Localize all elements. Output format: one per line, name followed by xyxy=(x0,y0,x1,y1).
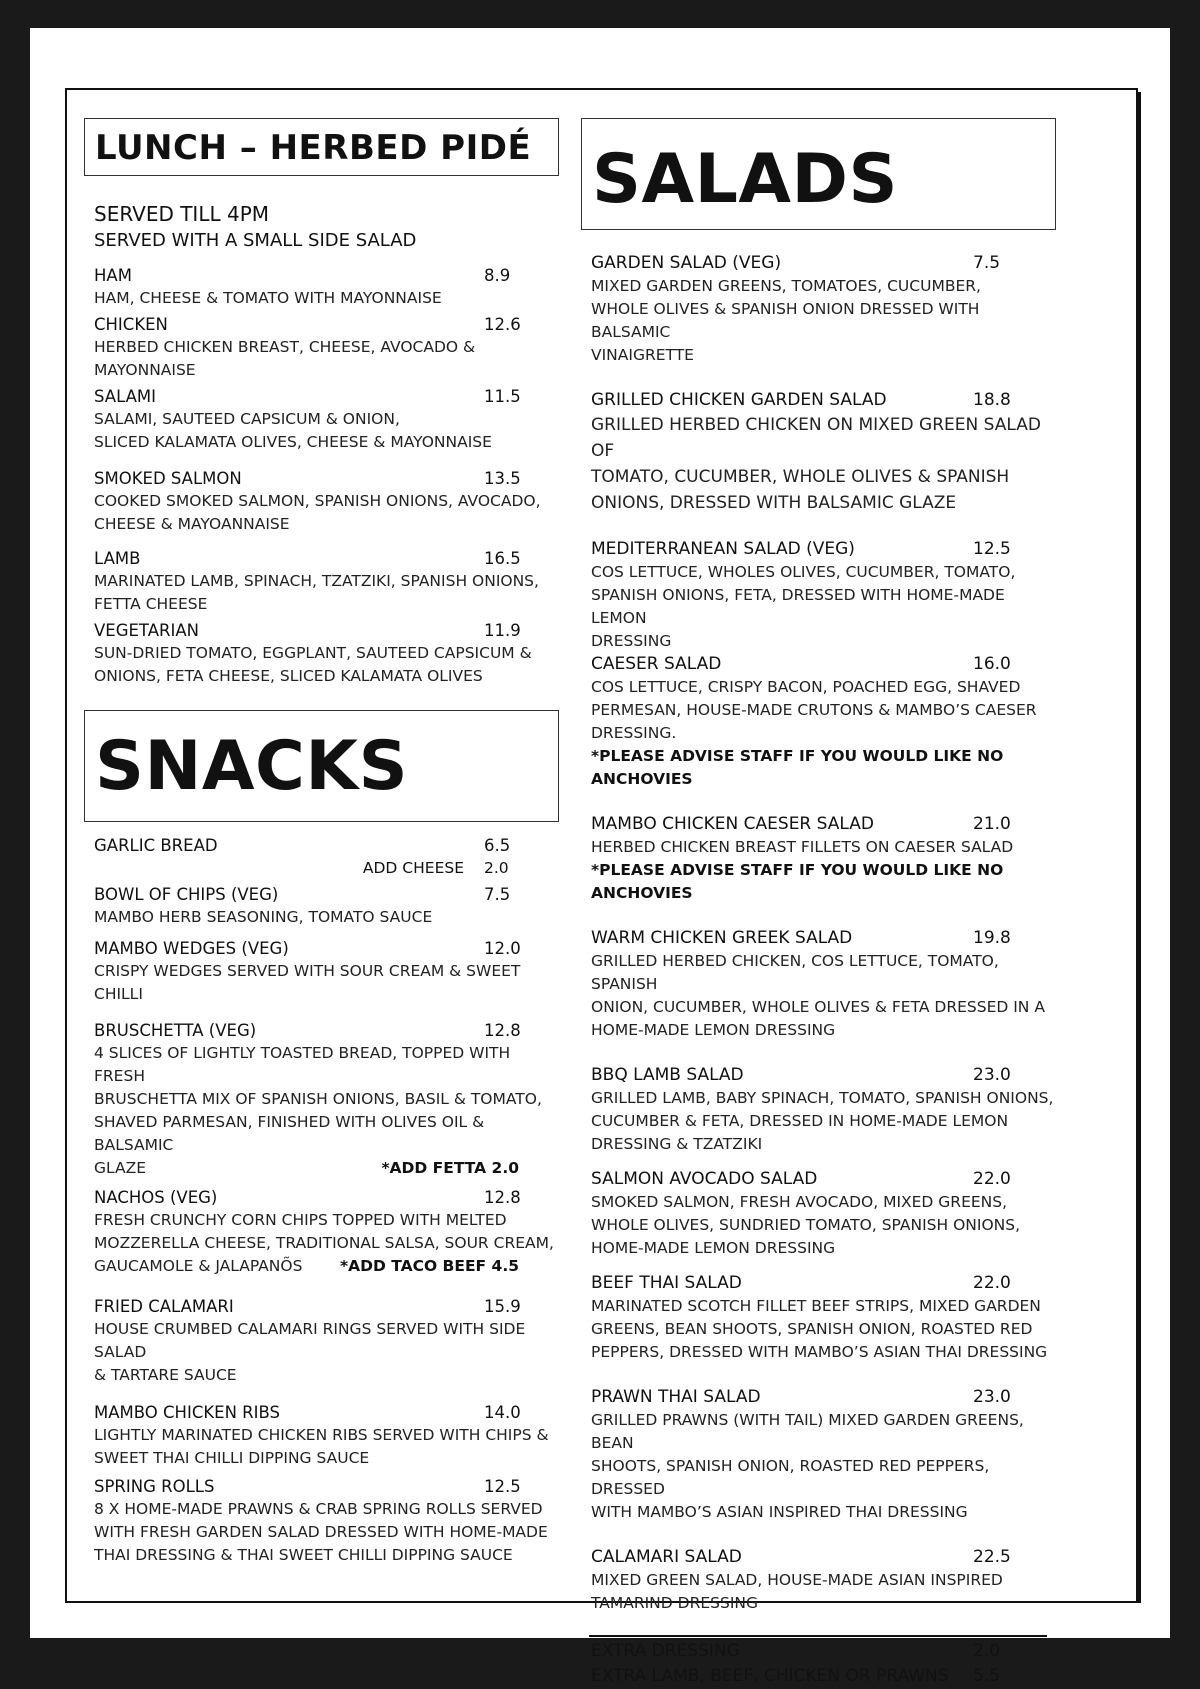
menu-item xyxy=(94,937,564,1006)
extra-name: EXTRA LAMB, BEEF, CHICKEN OR PRAWNS xyxy=(591,1666,949,1686)
item-description: TOMATO, CUCUMBER, WHOLE OLIVES & SPANISH xyxy=(591,467,1010,487)
item-name: MAMBO CHICKEN CAESER SALAD xyxy=(591,814,874,834)
item-description: PERMESAN, HOUSE-MADE CRUTONS & MAMBO’S CAESER xyxy=(591,701,1037,719)
salad-items xyxy=(581,252,1061,1615)
menu-item xyxy=(591,1386,1061,1524)
menu-item xyxy=(94,1019,564,1180)
item-header xyxy=(94,834,564,857)
served-till: SERVED TILL 4PM xyxy=(94,202,270,226)
item-description: TAMARIND DRESSING xyxy=(591,1594,758,1612)
lunch-title-box xyxy=(84,118,559,176)
menu-item xyxy=(591,1168,1061,1260)
menu-item xyxy=(591,389,1061,516)
item-description: MIXED GARDEN GREENS, TOMATOES, CUCUMBER, xyxy=(591,277,981,295)
item-header xyxy=(591,813,1061,836)
item-price: 12.8 xyxy=(484,1021,521,1040)
item-desc-row xyxy=(94,1157,564,1180)
lunch-items xyxy=(84,264,564,688)
item-price: 7.5 xyxy=(973,253,1001,273)
menu-item xyxy=(94,834,564,880)
item-description: MIXED GREEN SALAD, HOUSE-MADE ASIAN INSPIRED xyxy=(591,1571,1003,1589)
salad-extras xyxy=(581,1639,1061,1689)
menu-item xyxy=(591,252,1061,367)
item-name: BRUSCHETTA (VEG) xyxy=(94,1021,257,1040)
item-price: 7.5 xyxy=(484,885,511,904)
item-name: SMOKED SALMON xyxy=(94,469,242,488)
item-description: FRESH CRUNCHY CORN CHIPS TOPPED WITH MELTED xyxy=(94,1211,507,1229)
item-price: 8.9 xyxy=(484,266,511,285)
item-header xyxy=(94,619,564,642)
item-description: HAM, CHEESE & TOMATO WITH MAYONNAISE xyxy=(94,289,442,307)
item-description: MAYONNAISE xyxy=(94,361,196,379)
item-name: BEEF THAI SALAD xyxy=(591,1273,742,1293)
menu-item xyxy=(591,1064,1061,1156)
item-name: FRIED CALAMARI xyxy=(94,1297,234,1316)
menu-item xyxy=(94,385,564,454)
item-name: MEDITERRANEAN SALAD (VEG) xyxy=(591,539,855,559)
item-description: FETTA CHEESE xyxy=(94,595,208,613)
item-description: HOUSE CRUMBED CALAMARI RINGS SERVED WITH SIDE SALAD xyxy=(94,1320,526,1361)
menu-item xyxy=(94,467,564,536)
item-description: HERBED CHICKEN BREAST, CHEESE, AVOCADO & xyxy=(94,338,476,356)
item-name: LAMB xyxy=(94,549,141,568)
item-price: 15.9 xyxy=(484,1297,521,1316)
snacks-title-box xyxy=(84,710,559,822)
item-name: NACHOS (VEG) xyxy=(94,1188,218,1207)
item-header xyxy=(591,1168,1061,1191)
item-description: HERBED CHICKEN BREAST FILLETS ON CAESER SALAD xyxy=(591,838,1014,856)
item-price: 21.0 xyxy=(973,814,1011,834)
item-description: 4 SLICES OF LIGHTLY TOASTED BREAD, TOPPED WITH FRESH xyxy=(94,1044,511,1085)
item-description: VINAIGRETTE xyxy=(591,346,694,364)
item-header xyxy=(94,937,564,960)
item-price: 19.8 xyxy=(973,928,1011,948)
menu-item xyxy=(591,653,1061,791)
item-header xyxy=(591,389,1061,412)
snack-items xyxy=(84,834,564,1567)
item-description: COOKED SMOKED SALMON, SPANISH ONIONS, AVOCADO, xyxy=(94,492,541,510)
addon-price: 2.0 xyxy=(484,859,509,877)
item-price: 23.0 xyxy=(973,1387,1011,1407)
item-description: GAUCAMOLE & JALAPANÕS xyxy=(94,1257,303,1275)
item-description: & TARTARE SAUCE xyxy=(94,1366,237,1384)
menu-frame xyxy=(65,88,1138,1686)
item-description: PEPPERS, DRESSED WITH MAMBO’S ASIAN THAI DRESSING xyxy=(591,1343,1048,1361)
item-price: 22.0 xyxy=(973,1273,1011,1293)
item-note: *PLEASE ADVISE STAFF IF YOU WOULD LIKE NO ANCHOVIES xyxy=(591,747,1004,788)
item-description: SHOOTS, SPANISH ONION, ROASTED RED PEPPERS, DRESSED xyxy=(591,1457,990,1498)
item-header xyxy=(591,1272,1061,1295)
item-header xyxy=(591,1064,1061,1087)
item-price: 12.5 xyxy=(973,539,1011,559)
item-description: BRUSCHETTA MIX OF SPANISH ONIONS, BASIL & TOMATO, xyxy=(94,1090,542,1108)
item-header xyxy=(94,547,564,570)
item-description: SLICED KALAMATA OLIVES, CHEESE & MAYONNAISE xyxy=(94,433,492,451)
item-description: GRILLED PRAWNS (WITH TAIL) MIXED GARDEN GREENS, BEAN xyxy=(591,1411,1024,1452)
item-header xyxy=(94,1019,564,1042)
item-description: LIGHTLY MARINATED CHICKEN RIBS SERVED WITH CHIPS & xyxy=(94,1426,549,1444)
item-name: SALMON AVOCADO SALAD xyxy=(591,1169,818,1189)
item-header xyxy=(94,264,564,287)
item-description: WITH FRESH GARDEN SALAD DRESSED WITH HOME-MADE xyxy=(94,1523,548,1541)
item-price: 12.0 xyxy=(484,939,521,958)
item-price: 6.5 xyxy=(484,836,511,855)
item-description: SHAVED PARMESAN, FINISHED WITH OLIVES OIL & BALSAMIC xyxy=(94,1113,485,1154)
item-description: WITH MAMBO’S ASIAN INSPIRED THAI DRESSING xyxy=(591,1503,968,1521)
extra-row xyxy=(591,1639,1061,1664)
item-extra: *ADD TACO BEEF 4.5 xyxy=(340,1257,519,1275)
item-description: MARINATED SCOTCH FILLET BEEF STRIPS, MIXED GARDEN xyxy=(591,1297,1041,1315)
item-header xyxy=(94,467,564,490)
item-description: HOME-MADE LEMON DRESSING xyxy=(591,1239,836,1257)
item-price: 11.5 xyxy=(484,387,521,406)
item-price: 16.5 xyxy=(484,549,521,568)
item-desc-row xyxy=(94,1255,564,1278)
item-header xyxy=(591,538,1061,561)
item-name: CHICKEN xyxy=(94,315,168,334)
item-header xyxy=(94,1401,564,1424)
item-name: VEGETARIAN xyxy=(94,621,199,640)
item-description: WHOLE OLIVES & SPANISH ONION DRESSED WITH BALSAMIC xyxy=(591,300,980,341)
item-name: PRAWN THAI SALAD xyxy=(591,1387,761,1407)
item-description: MOZZERELLA CHEESE, TRADITIONAL SALSA, SOUR CREAM, xyxy=(94,1234,554,1252)
item-header xyxy=(94,385,564,408)
item-name: SPRING ROLLS xyxy=(94,1477,215,1496)
extra-name: EXTRA DRESSING xyxy=(591,1641,740,1661)
served-with: SERVED WITH A SMALL SIDE SALAD xyxy=(94,230,417,251)
item-header xyxy=(94,313,564,336)
menu-item xyxy=(591,927,1061,1042)
item-header xyxy=(591,252,1061,275)
item-header xyxy=(591,927,1061,950)
item-price: 16.0 xyxy=(973,654,1011,674)
item-extra: *ADD FETTA 2.0 xyxy=(381,1159,519,1177)
item-name: MAMBO WEDGES (VEG) xyxy=(94,939,289,958)
right-column xyxy=(581,118,1061,1689)
menu-item xyxy=(94,619,564,688)
item-name: BOWL OF CHIPS (VEG) xyxy=(94,885,279,904)
extra-row xyxy=(591,1664,1061,1689)
item-header xyxy=(94,1295,564,1318)
item-description: GREENS, BEAN SHOOTS, SPANISH ONION, ROASTED RED xyxy=(591,1320,1033,1338)
menu-item xyxy=(94,1475,564,1567)
extras-divider xyxy=(589,1635,1047,1637)
item-name: HAM xyxy=(94,266,132,285)
item-description: SWEET THAI CHILLI DIPPING SAUCE xyxy=(94,1449,370,1467)
item-description: DRESSING. xyxy=(591,724,677,742)
item-name: GRILLED CHICKEN GARDEN SALAD xyxy=(591,390,887,410)
extra-price: 2.0 xyxy=(973,1641,1001,1661)
menu-item xyxy=(94,883,564,929)
item-description: ONIONS, FETA CHEESE, SLICED KALAMATA OLIVES xyxy=(94,667,483,685)
menu-item xyxy=(591,1546,1061,1615)
item-price: 14.0 xyxy=(484,1403,521,1422)
item-description: THAI DRESSING & THAI SWEET CHILLI DIPPING SAUCE xyxy=(94,1546,513,1564)
item-description: GRILLED HERBED CHICKEN, COS LETTUCE, TOMATO, SPANISH xyxy=(591,952,999,993)
item-description: SMOKED SALMON, FRESH AVOCADO, MIXED GREENS, xyxy=(591,1193,1008,1211)
addon-line xyxy=(94,857,564,880)
item-name: CAESER SALAD xyxy=(591,654,722,674)
item-description: CUCUMBER & FETA, DRESSED IN HOME-MADE LEMON xyxy=(591,1112,1009,1130)
item-header xyxy=(591,653,1061,676)
item-description: SALAMI, SAUTEED CAPSICUM & ONION, xyxy=(94,410,400,428)
item-description: ONIONS, DRESSED WITH BALSAMIC GLAZE xyxy=(591,493,957,513)
item-description: SPANISH ONIONS, FETA, DRESSED WITH HOME-MADE LEMON xyxy=(591,586,1005,627)
salads-title-box xyxy=(581,118,1056,230)
menu-item xyxy=(591,1272,1061,1364)
item-price: 23.0 xyxy=(973,1065,1011,1085)
item-description: CHEESE & MAYOANNAISE xyxy=(94,515,290,533)
menu-item xyxy=(591,538,1061,653)
item-price: 11.9 xyxy=(484,621,521,640)
addon-label: ADD CHEESE xyxy=(362,859,464,877)
menu-item xyxy=(94,547,564,616)
lunch-notes xyxy=(84,200,564,254)
item-header xyxy=(591,1546,1061,1569)
item-price: 18.8 xyxy=(973,390,1011,410)
left-column xyxy=(84,118,564,1567)
item-price: 12.5 xyxy=(484,1477,521,1496)
snacks-title: SNACKS xyxy=(95,727,409,806)
item-description: DRESSING & TZATZIKI xyxy=(591,1135,763,1153)
lunch-title: LUNCH – HERBED PIDÉ xyxy=(95,128,532,168)
item-name: SALAMI xyxy=(94,387,157,406)
item-name: GARLIC BREAD xyxy=(94,836,218,855)
item-price: 12.8 xyxy=(484,1188,521,1207)
item-name: CALAMARI SALAD xyxy=(591,1547,742,1567)
item-description: COS LETTUCE, CRISPY BACON, POACHED EGG, SHAVED xyxy=(591,678,1021,696)
item-description: 8 X HOME-MADE PRAWNS & CRAB SPRING ROLLS SERVED xyxy=(94,1500,543,1518)
salads-title: SALADS xyxy=(592,140,898,219)
menu-item xyxy=(94,264,564,310)
item-name: WARM CHICKEN GREEK SALAD xyxy=(591,928,853,948)
item-header xyxy=(94,883,564,906)
extra-price: 5.5 xyxy=(973,1666,1001,1686)
item-name: BBQ LAMB SALAD xyxy=(591,1065,744,1085)
item-description: ONION, CUCUMBER, WHOLE OLIVES & FETA DRESSED IN A xyxy=(591,998,1045,1016)
item-description: MARINATED LAMB, SPINACH, TZATZIKI, SPANISH ONIONS, xyxy=(94,572,539,590)
item-note: *PLEASE ADVISE STAFF IF YOU WOULD LIKE NO ANCHOVIES xyxy=(591,861,1004,902)
menu-item xyxy=(591,813,1061,905)
item-header xyxy=(94,1186,564,1209)
item-description: CRISPY WEDGES SERVED WITH SOUR CREAM & SWEET CHILLI xyxy=(94,962,521,1003)
item-description: GRILLED LAMB, BABY SPINACH, TOMATO, SPANISH ONIONS, xyxy=(591,1089,1054,1107)
item-header xyxy=(94,1475,564,1498)
menu-item xyxy=(94,1401,564,1470)
menu-item xyxy=(94,1295,564,1387)
item-description: HOME-MADE LEMON DRESSING xyxy=(591,1021,836,1039)
item-price: 12.6 xyxy=(484,315,521,334)
item-description: DRESSING xyxy=(591,632,672,650)
item-price: 22.0 xyxy=(973,1169,1011,1189)
item-description: SUN-DRIED TOMATO, EGGPLANT, SAUTEED CAPSICUM & xyxy=(94,644,532,662)
item-description: GLAZE xyxy=(94,1159,147,1177)
item-description: WHOLE OLIVES, SUNDRIED TOMATO, SPANISH ONIONS, xyxy=(591,1216,1021,1234)
menu-sheet xyxy=(30,28,1170,1686)
item-description: GRILLED HERBED CHICKEN ON MIXED GREEN SALAD OF xyxy=(591,415,1041,461)
menu-item xyxy=(94,313,564,382)
item-price: 13.5 xyxy=(484,469,521,488)
item-price: 22.5 xyxy=(973,1547,1011,1567)
item-description: MAMBO HERB SEASONING, TOMATO SAUCE xyxy=(94,908,433,926)
menu-item xyxy=(94,1186,564,1278)
item-name: GARDEN SALAD (VEG) xyxy=(591,253,782,273)
item-description: COS LETTUCE, WHOLES OLIVES, CUCUMBER, TOMATO, xyxy=(591,563,1016,581)
item-header xyxy=(591,1386,1061,1409)
item-name: MAMBO CHICKEN RIBS xyxy=(94,1403,281,1422)
